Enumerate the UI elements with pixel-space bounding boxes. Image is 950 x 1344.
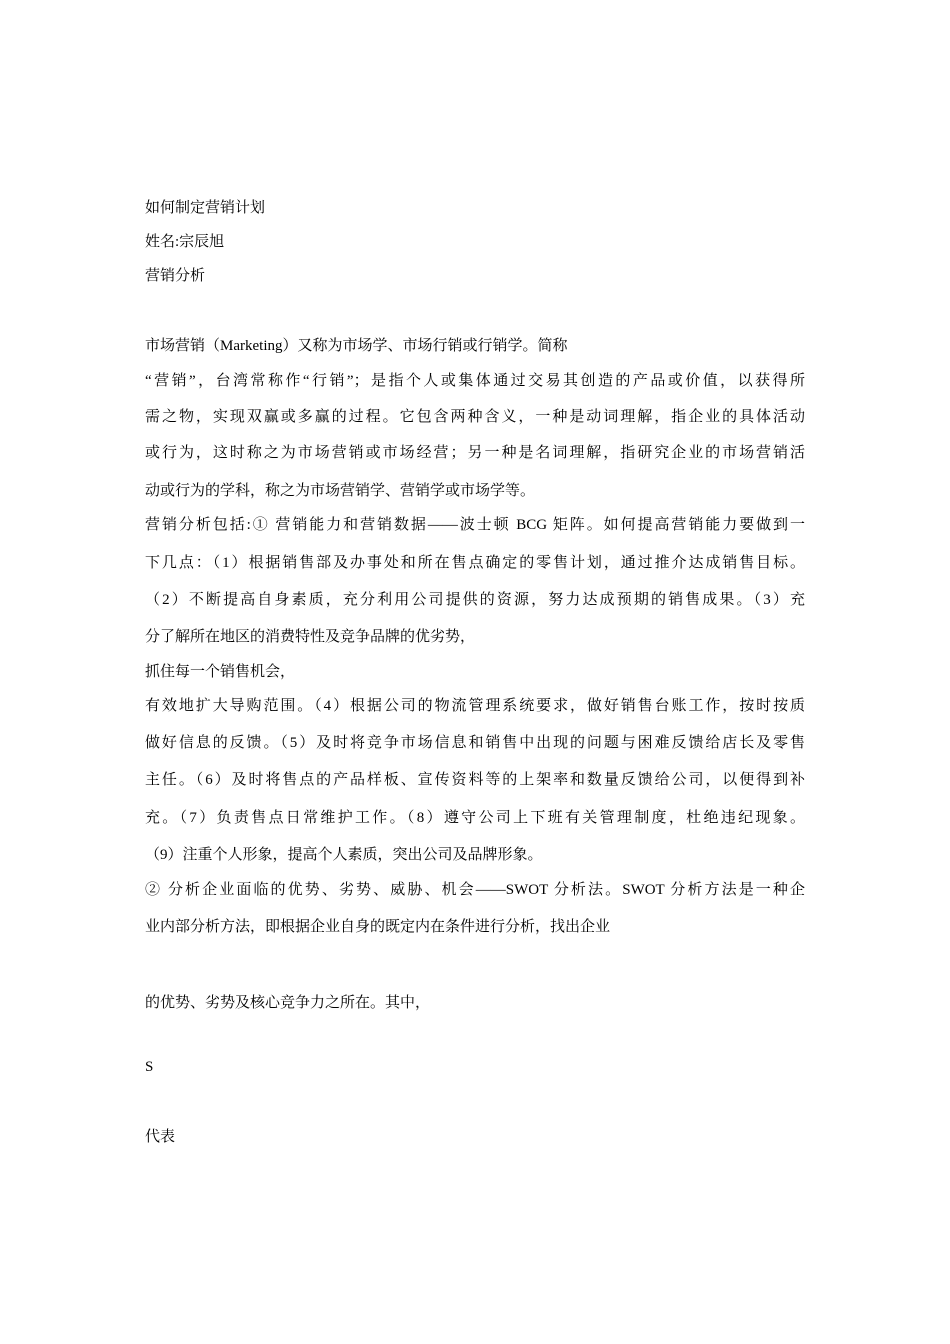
body-line: 的优势、劣势及核心竞争力之所在。其中， xyxy=(145,995,431,1011)
body-line: （2）不断提高自身素质，充分利用公司提供的资源，努力达成预期的销售成果。（3）充 xyxy=(145,592,805,608)
body-line: 或行为，这时称之为市场营销或市场经营；另一种是名词理解，指研究企业的市场营销活 xyxy=(145,445,805,461)
section-heading: 营销分析 xyxy=(145,268,206,284)
body-line: 分了解所在地区的消费特性及竞争品牌的优劣势， xyxy=(145,629,476,645)
body-line: 充。（7）负责售点日常维护工作。（8）遵守公司上下班有关管理制度，杜绝违纪现象。 xyxy=(145,810,805,826)
body-line: 业内部分析方法，即根据企业自身的既定内在条件进行分析，找出企业 xyxy=(145,919,611,935)
body-line: 主任。（6）及时将售点的产品样板、宣传资料等的上架率和数量反馈给公司，以便得到补 xyxy=(145,772,805,788)
document-title: 如何制定营销计划 xyxy=(145,200,266,216)
body-line: S xyxy=(145,1059,154,1075)
body-line: 动或行为的学科，称之为市场营销学、营销学或市场学等。 xyxy=(145,483,536,499)
body-line: 做好信息的反馈。（5）及时将竞争市场信息和销售中出现的问题与困难反馈给店长及零售 xyxy=(145,735,805,751)
body-line: 代表 xyxy=(145,1129,176,1145)
body-line: 需之物，实现双赢或多赢的过程。它包含两种含义，一种是动词理解，指企业的具体活动 xyxy=(145,409,805,425)
body-line: 营销分析包括:① 营销能力和营销数据——波士顿 BCG 矩阵。如何提高营销能力要做到一 xyxy=(145,517,805,533)
body-line: 有效地扩大导购范围。（4）根据公司的物流管理系统要求，做好销售台账工作，按时按质 xyxy=(145,698,805,714)
body-line: （9）注重个人形象，提高个人素质，突出公司及品牌形象。 xyxy=(145,847,543,863)
body-line: ② 分析企业面临的优势、劣势、威胁、机会——SWOT 分析法。SWOT 分析方法是一种企 xyxy=(145,882,805,898)
body-line: 下几点：（1）根据销售部及办事处和所在售点确定的零售计划，通过推介达成销售目标。 xyxy=(145,555,805,571)
body-line: “营销”，台湾常称作“行销”；是指个人或集体通过交易其创造的产品或价值，以获得所 xyxy=(145,373,805,389)
author-line: 姓名:宗辰旭 xyxy=(145,234,225,250)
body-line: 抓住每一个销售机会， xyxy=(145,664,296,680)
body-line: 市场营销（Marketing）又称为市场学、市场行销或行销学。简称 xyxy=(145,338,568,354)
